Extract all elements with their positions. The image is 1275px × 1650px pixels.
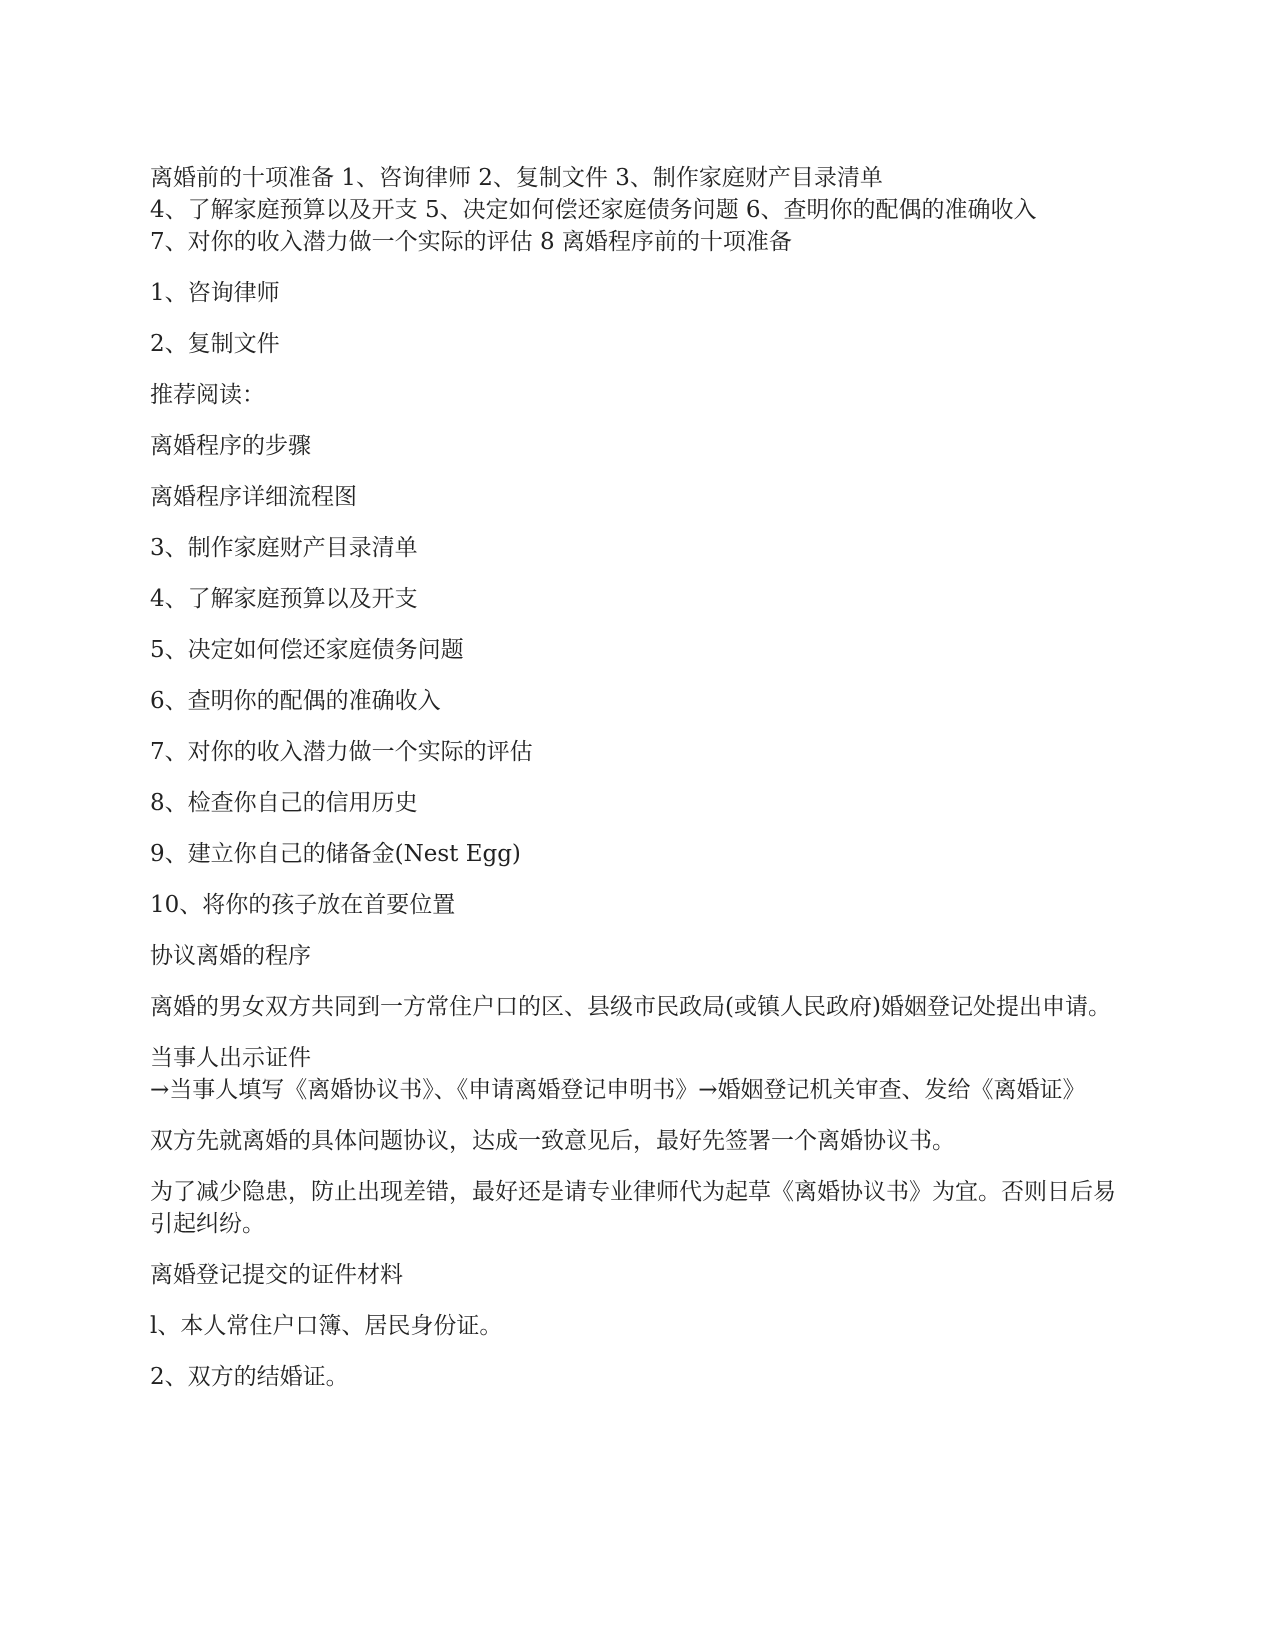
list-item-2: 2、复制文件 — [150, 331, 280, 357]
paragraph-lawyer-advice: 为了减少隐患，防止出现差错，最好还是请专业律师代为起草《离婚协议书》为宜。否则日后易引起纠纷。 — [150, 1179, 1116, 1237]
list-item-5: 5、决定如何偿还家庭债务问题 — [150, 637, 464, 663]
material-item-1: l、本人常住户口簿、居民身份证。 — [150, 1313, 503, 1339]
paragraph-agreement: 双方先就离婚的具体问题协议，达成一致意见后，最好先签署一个离婚协议书。 — [150, 1128, 955, 1154]
document-body — [150, 162, 1130, 1412]
paragraph-procedure — [150, 1042, 1130, 1106]
intro-paragraph — [150, 162, 1130, 258]
list-item-7: 7、对你的收入潜力做一个实际的评估 — [150, 739, 533, 765]
list-item-10: 10、将你的孩子放在首要位置 — [150, 892, 456, 918]
procedure-line-2: →当事人填写《离婚协议书》、《申请离婚登记申明书》→婚姻登记机关审查、发给《离婚证》 — [150, 1077, 1086, 1103]
section-title-agreement-divorce: 协议离婚的程序 — [150, 943, 311, 969]
list-item-4: 4、了解家庭预算以及开支 — [150, 586, 418, 612]
list-item-1: 1、咨询律师 — [150, 280, 280, 306]
recommended-reading-label: 推荐阅读： — [150, 382, 265, 408]
intro-line-3: 7、对你的收入潜力做一个实际的评估 8 离婚程序前的十项准备 — [150, 229, 792, 255]
materials-title: 离婚登记提交的证件材料 — [150, 1262, 403, 1288]
list-item-6: 6、查明你的配偶的准确收入 — [150, 688, 441, 714]
list-item-8: 8、检查你自己的信用历史 — [150, 790, 418, 816]
paragraph-application: 离婚的男女双方共同到一方常住户口的区、县级市民政局(或镇人民政府)婚姻登记处提出申请。 — [150, 994, 1111, 1020]
material-item-2: 2、双方的结婚证。 — [150, 1364, 349, 1390]
intro-line-1: 离婚前的十项准备 1、咨询律师 2、复制文件 3、制作家庭财产目录清单 — [150, 165, 883, 191]
procedure-line-1: 当事人出示证件 — [150, 1045, 311, 1071]
list-item-3: 3、制作家庭财产目录清单 — [150, 535, 418, 561]
recommended-link-divorce-flowchart[interactable]: 离婚程序详细流程图 — [150, 484, 357, 510]
recommended-link-divorce-steps[interactable]: 离婚程序的步骤 — [150, 433, 311, 459]
list-item-9: 9、建立你自己的储备金(Nest Egg) — [150, 841, 521, 867]
intro-line-2: 4、了解家庭预算以及开支 5、决定如何偿还家庭债务问题 6、查明你的配偶的准确收入 — [150, 197, 1037, 223]
